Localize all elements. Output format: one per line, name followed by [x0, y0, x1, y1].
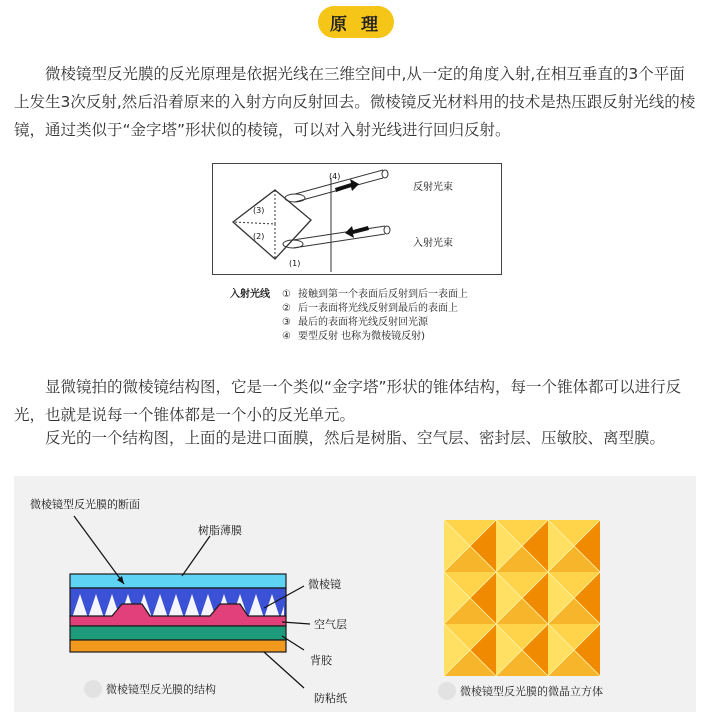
label-n1: (1)	[289, 259, 301, 268]
paragraph-principle: 微棱镜型反光膜的反光原理是依据光线在三维空间中,从一定的角度入射,在相互垂直的3个平面上发生3次反射,然后沿着原来的入射方向反射回去。微棱镜反光材料用的技术是热压跟反射光线的棱镜，通过类似于“金字塔”形状似的棱镜，可以对入射光线进行回归反射。	[14, 65, 696, 139]
label-resin-film: 树脂薄膜	[198, 524, 242, 537]
label-prism: 微棱镜	[308, 578, 341, 591]
release-layer	[70, 640, 286, 652]
label-n4: (4)	[329, 172, 341, 181]
caption-right: 微棱镜型反光膜的微晶立方体	[438, 682, 603, 700]
legend-item: 最后的表面将光线反射回光源	[298, 317, 428, 328]
incident-beam	[293, 226, 385, 248]
label-air-layer: 空气层	[314, 618, 347, 631]
legend-heading: 入射光线	[230, 289, 270, 300]
legend-item: 接触到第一个表面后反射到后一表面上	[298, 289, 468, 300]
caption-marker-icon	[84, 680, 102, 698]
caption-left: 微棱镜型反光膜的结构	[84, 680, 216, 698]
label-release-paper: 防粘纸	[314, 692, 347, 705]
structure-figure	[14, 476, 696, 712]
diagram-legend: 入射光线 ① 接触到第一个表面后反射到后一表面上 ② 后一表面将光线反射到最后的表面上 ③ 最后的表面将光线反射回光源 ④ 要型反射 也称为微棱镜反射)	[230, 289, 468, 342]
cross-section-title: 微棱镜型反光膜的断面	[30, 498, 140, 511]
legend-item: 要型反射 也称为微棱镜反射)	[298, 331, 426, 342]
paragraph-microscope: 显微镜拍的微棱镜结构图，它是一个类似“金字塔”形状的锥体结构，每一个锥体都可以进行反光，也就是说每一个锥体都是一个小的反光单元。	[14, 378, 682, 424]
label-incident-beam: 入射光束	[413, 238, 453, 249]
incident-arrow	[345, 226, 369, 238]
caption-marker-icon	[438, 682, 456, 700]
top-film-layer	[70, 574, 286, 588]
label-reflected-beam: 反射光束	[413, 182, 453, 193]
retroreflection-diagram	[212, 163, 502, 275]
legend-item: 后一表面将光线反射到最后的表面上	[298, 303, 458, 314]
microcube-image	[444, 520, 600, 676]
adhesive-layer	[70, 626, 286, 640]
paragraph-structure: 反光的一个结构图，上面的是进口面膜，然后是树脂、空气层、密封层、压敏胶、离型膜。	[45, 429, 666, 447]
label-n2: (2)	[253, 232, 265, 241]
section-title-badge: 原 理	[318, 6, 394, 38]
label-n3: (3)	[253, 206, 265, 215]
label-adhesive: 背胶	[310, 654, 332, 667]
